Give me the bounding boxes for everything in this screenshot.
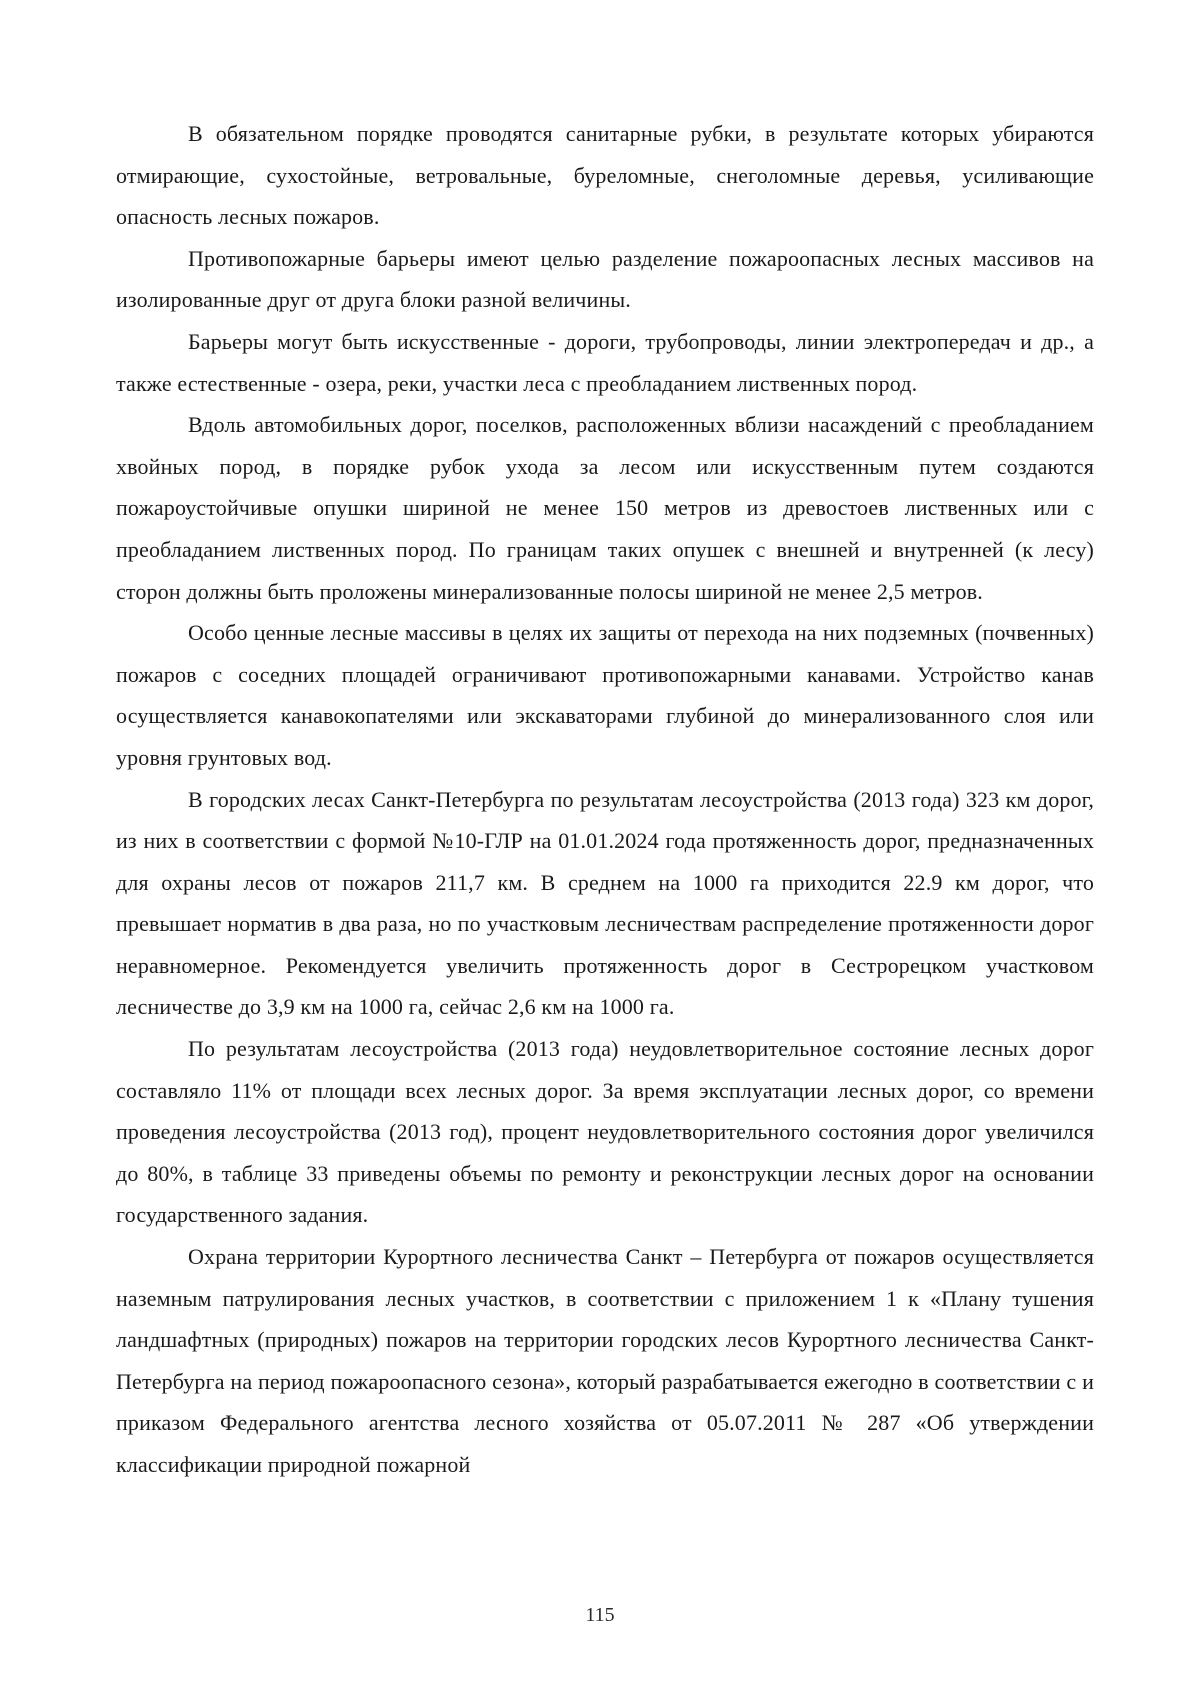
paragraph-fire-ditches: Особо ценные лесные массивы в целях их защиты от перехода на них подземных (почвенных) пожаров с соседних площадей ограничивают противопожарными канавами. Устройство канав осуществляется канавокопателями или экскаваторами глубиной до минерализованного слоя или уровня грунтовых вод. [116, 620, 1094, 770]
paragraph-forest-roads: В городских лесах Санкт-Петербурга по результатам лесоустройства (2013 года) 323 км дорог, из них в соответствии с формой №10-ГЛР на 01.01.2024 года протяженность дорог, предназначенных для охраны лесов от пожаров 211,7 км. В среднем на 1000 га приходится 22.9 км дорог, что превышает норматив в два раза, но по участковым лесничествам распределение протяженности дорог неравномерное. Рекомендуется увеличить протяженность дорог в Сестрорецком участковом лесничестве до 3,9 км на 1000 га, сейчас 2,6 км на 1000 га. [116, 786, 1094, 1020]
paragraph-fire-barriers: Противопожарные барьеры имеют целью разделение пожароопасных лесных массивов на изолированные друг от друга блоки разной величины. [116, 245, 1094, 313]
paragraph-fire-protection-patrol: Охрана территории Курортного лесничества Санкт – Петербурга от пожаров осуществляется наземным патрулирования лесных участков, в соответствии с приложением 1 к «Плану тушения ландшафтных (природных) пожаров на территории городских лесов Курортного лесничества Санкт-Петербурга на период пожароопасного сезона», который разрабатывается ежегодно в соответствии с и приказом Федерального агентства лесного хозяйства от 05.07.2011 № 287 «Об утверждении классификации природной пожарной [116, 1244, 1094, 1477]
paragraph-road-condition: По результатам лесоустройства (2013 года) неудовлетворительное состояние лесных дорог составляло 11% от площади всех лесных дорог. За время эксплуатации лесных дорог, со времени проведения лесоустройства (2013 год), процент неудовлетворительного состояния дорог увеличился до 80%, в таблице 33 приведены объемы по ремонту и реконструкции лесных дорог на основании государственного задания. [116, 1036, 1094, 1228]
body-text [116, 113, 1094, 1486]
paragraph-fire-resistant-edges: Вдоль автомобильных дорог, поселков, расположенных вблизи насаждений с преобладанием хвойных пород, в порядке рубок ухода за лесом или искусственным путем создаются пожароустойчивые опушки шириной не менее 150 метров из древостоев лиственных или с преобладанием лиственных пород. По границам таких опушек с внешней и внутренней (к лесу) сторон должны быть проложены минерализованные полосы шириной не менее 2,5 метров. [116, 412, 1094, 604]
paragraph-sanitary-felling: В обязательном порядке проводятся санитарные рубки, в результате которых убираются отмирающие, сухостойные, ветровальные, буреломные, снеголомные деревья, усиливающие опасность лесных пожаров. [116, 121, 1094, 230]
page-number: 115 [585, 1604, 615, 1626]
paragraph-barrier-types: Барьеры могут быть искусственные - дороги, трубопроводы, линии электропередач и др., а также естественные - озера, реки, участки леса с преобладанием лиственных пород. [116, 328, 1094, 396]
